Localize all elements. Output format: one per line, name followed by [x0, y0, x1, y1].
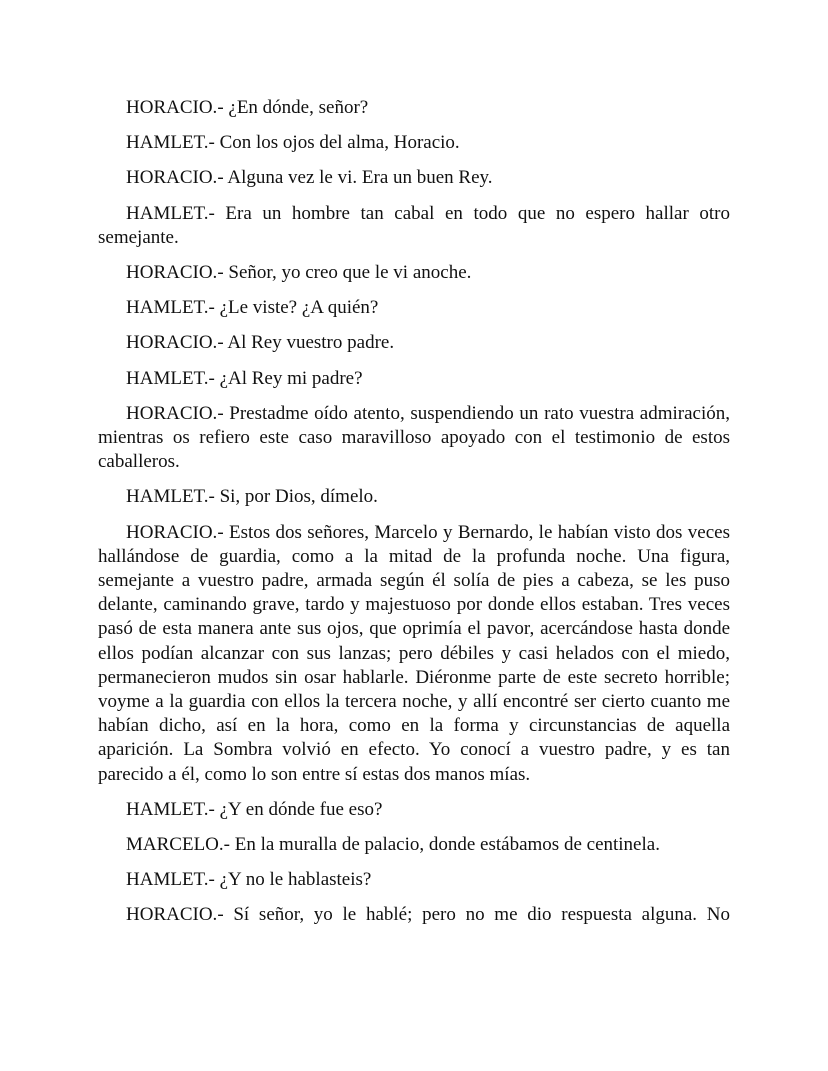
speaker-name: HORACIO.	[126, 167, 218, 189]
dialogue-paragraph	[98, 521, 730, 787]
speaker-name: HAMLET.	[126, 869, 209, 891]
dialogue-paragraph	[98, 903, 730, 927]
dialogue-text: - Si, por Dios, dímelo.	[208, 486, 378, 508]
speaker-name: HORACIO.	[126, 904, 218, 926]
dialogue-text: - Estos dos señores, Marcelo y Bernardo, le habían visto dos veces hallándose de guardia, como a la mitad de la profunda noche. Una figura, semejante a vuestro padre, armada según él solía de pies a cabeza, se les puso delante, caminando grave, tardo y majestuoso por donde ellos estaban. Tres veces pasó de esta manera ante sus ojos, que oprimía el pavor, acercándose hasta donde ellos podían alcanzar con sus lanzas; pero débiles y casi helados con el miedo, permanecieron mudos sin osar hablarle. Diéronme parte de este secreto horrible; voyme a la guardia con ellos la tercera noche, y allí encontré ser cierto cuanto me habían dicho, así en la hora, como en la forma y circunstancias de aquella aparición. La Sombra volvió en efecto. Yo conocí a vuestro padre, y es tan parecido a él, como lo son entre sí estas dos manos mías.	[98, 521, 730, 785]
speaker-name: HORACIO.	[126, 332, 218, 354]
speaker-name: HORACIO.	[126, 262, 218, 284]
dialogue-text: - ¿Le viste? ¿A quién?	[208, 297, 379, 319]
dialogue-text: - En la muralla de palacio, donde estábamos de centinela.	[223, 834, 660, 856]
speaker-name: HAMLET.	[126, 367, 209, 389]
dialogue-text: - Alguna vez le vi. Era un buen Rey.	[217, 167, 493, 189]
speaker-name: HORACIO.	[126, 521, 218, 543]
dialogue-paragraph	[98, 202, 730, 250]
dialogue-paragraph	[98, 296, 730, 320]
dialogue-text: - Prestadme oído atento, suspendiendo un rato vuestra admiración, mientras os refiero este caso maravilloso apoyado con el testimonio de estos caballeros.	[98, 402, 730, 473]
dialogue-text: - Era un hombre tan cabal en todo que no espero hallar otro semejante.	[98, 202, 730, 248]
dialogue-paragraph	[98, 798, 730, 822]
dialogue-paragraph	[98, 166, 730, 190]
dialogue-paragraph	[98, 402, 730, 475]
dialogue-paragraph	[98, 96, 730, 120]
speaker-name: HORACIO.	[126, 402, 218, 424]
speaker-name: HAMLET.	[126, 132, 209, 154]
speaker-name: HAMLET.	[126, 202, 209, 224]
dialogue-text: - Señor, yo creo que le vi anoche.	[217, 262, 472, 284]
dialogue-text: - ¿Al Rey mi padre?	[208, 367, 363, 389]
dialogue-paragraph	[98, 131, 730, 155]
dialogue-paragraph	[98, 331, 730, 355]
dialogue-text: - Sí señor, yo le hablé; pero no me dio respuesta alguna. No	[217, 904, 730, 926]
dialogue-text: - Al Rey vuestro padre.	[217, 332, 395, 354]
dialogue-paragraph	[98, 868, 730, 892]
speaker-name: MARCELO.	[126, 834, 224, 856]
speaker-name: HAMLET.	[126, 798, 209, 820]
dialogue-text: - Con los ojos del alma, Horacio.	[208, 132, 460, 154]
dialogue-text: - ¿Y no le hablasteis?	[208, 869, 372, 891]
dialogue-text: - ¿En dónde, señor?	[217, 97, 369, 118]
dialogue-paragraph	[98, 261, 730, 285]
dialogue-paragraph	[98, 367, 730, 391]
speaker-name: HAMLET.	[126, 486, 209, 508]
dialogue-paragraph	[98, 833, 730, 857]
speaker-name: HAMLET.	[126, 297, 209, 319]
dialogue-paragraph	[98, 485, 730, 509]
document-page	[98, 96, 730, 939]
speaker-name: HORACIO.	[126, 97, 218, 118]
dialogue-text: - ¿Y en dónde fue eso?	[208, 798, 383, 820]
